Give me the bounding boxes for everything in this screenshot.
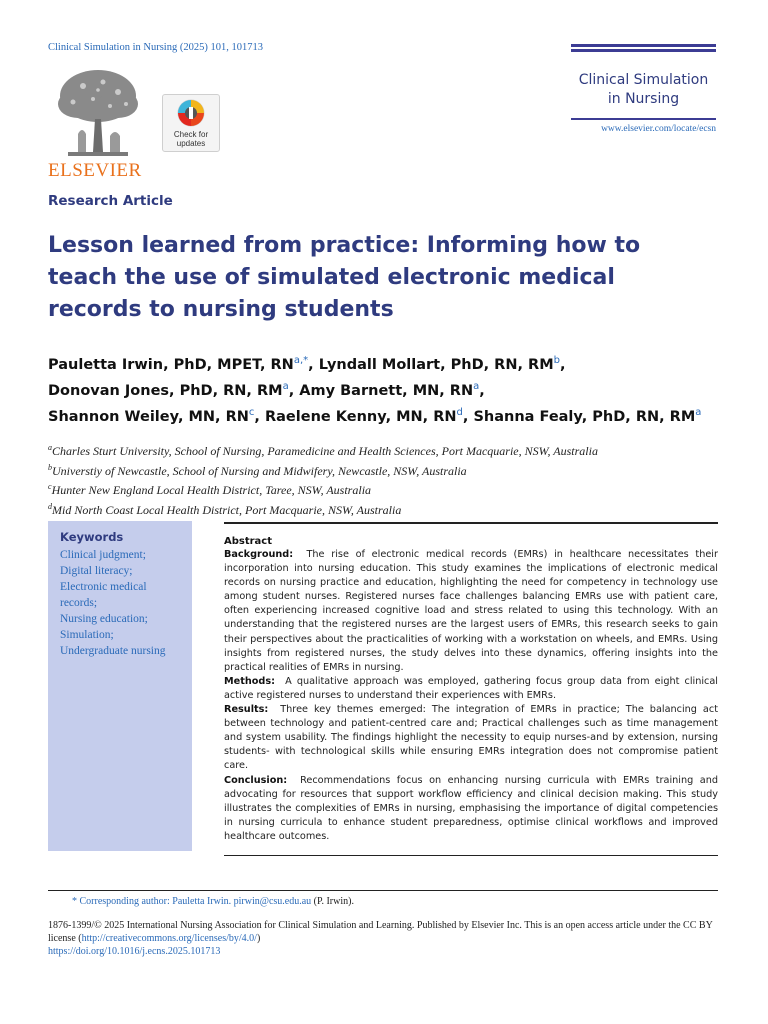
elsevier-wordmark: ELSEVIER <box>48 160 142 181</box>
author-affiliation-marker[interactable]: d <box>456 406 463 418</box>
check-for-updates-badge[interactable] <box>162 94 220 152</box>
keywords-panel <box>48 521 192 851</box>
affiliation-text: Universtiy of Newcastle, School of Nursing and Midwifery, Newcastle, NSW, Australia <box>52 463 467 478</box>
keywords-heading: Keywords <box>60 530 124 544</box>
author-separator: , <box>288 382 300 399</box>
affiliation-marker: b <box>48 462 52 472</box>
author-separator: , <box>479 382 485 399</box>
affiliation-marker: c <box>48 482 52 491</box>
keyword-item[interactable]: Undergraduate nursing <box>60 645 166 657</box>
abstract-top-rule <box>224 522 718 524</box>
abstract-bottom-rule <box>224 855 718 856</box>
check-for-updates-label: Check for updates <box>173 130 209 148</box>
author-list <box>48 350 728 427</box>
abstract-section <box>224 675 718 703</box>
author-name: Amy Barnett, MN, RN <box>299 382 474 399</box>
footnote-suffix: (P. Irwin). <box>313 896 354 907</box>
keyword-item[interactable]: Clinical judgment; <box>60 549 146 561</box>
author-separator: , <box>560 356 566 373</box>
journal-title-line2: in Nursing <box>607 91 680 107</box>
journal-divider <box>571 118 716 120</box>
abstract-section-label: Conclusion: <box>224 774 288 786</box>
author-affiliation-marker[interactable]: a <box>473 380 480 392</box>
affiliation-text: Charles Sturt University, School of Nursing, Paramedicine and Health Sciences, Port Macquarie, NSW, Australia <box>52 444 598 458</box>
author-name: Pauletta Irwin, PhD, MPET, RN <box>48 356 294 373</box>
abstract-section-label: Methods: <box>224 675 275 687</box>
footnote-marker: * <box>72 896 77 907</box>
abstract-section-text: The rise of electronic medical records (EMRs) in healthcare necessitates their incorporation into nursing education. This study examines the implications of electronic medical records on nursing practice and education, highlighting the need for competency in technology use among student nurses. Registered nurses face challenges balancing EMRs use with patient care, often experiencing increased cognitive load and stress related to using this technology. With an understanding that the registered nurses are the largest users of EMRs, this research seeks to gain their perspectives about the practicalities of working with a workstation on wheels, and EMRs. Using insights from registered nurses, the study delves into these dynamics, offering insights into the practical realities of EMRs in nursing. <box>224 549 718 673</box>
journal-reference[interactable]: Clinical Simulation in Nursing (2025) 101, 101713 <box>48 42 263 53</box>
affiliation-item <box>48 499 738 519</box>
abstract-body <box>224 548 718 844</box>
elsevier-tree-logo <box>48 64 148 174</box>
journal-url-link[interactable]: www.elsevier.com/locate/ecsn <box>601 124 716 134</box>
abstract-section <box>224 548 718 675</box>
abstract-section-label: Background: <box>224 549 294 560</box>
abstract-section-text: A qualitative approach was employed, gathering focus group data from eight clinical active registered nurses to understand their experiences with EMRs. <box>224 675 718 701</box>
article-title: Lesson learned from practice: Informing how to teach the use of simulated electronic medical records to nursing students <box>48 233 641 322</box>
license-close: ) <box>256 933 261 944</box>
license-statement <box>48 919 718 958</box>
abstract <box>224 522 718 844</box>
author-name: Donovan Jones, PhD, RN, RM <box>48 382 283 399</box>
footnote-rule <box>48 890 718 891</box>
license-url-link[interactable]: http://creativecommons.org/licenses/by/4.0/ <box>81 933 257 944</box>
keyword-item[interactable]: Nursing education; <box>60 613 148 625</box>
journal-header-bars <box>571 44 716 54</box>
author-separator: , <box>462 408 474 425</box>
affiliation-marker: a <box>48 443 52 452</box>
author-affiliation-marker[interactable]: c <box>248 406 255 418</box>
abstract-section-label: Results: <box>224 704 269 716</box>
abstract-section <box>224 774 718 844</box>
abstract-section-text: Three key themes emerged: The integration of EMRs in practice; The balancing act between technology and patient-centred care and; Practical challenges such as time management and system usability. The findings highlight the necessity to equip nurses-and by extension, nursing students- with technological skills while ensuring EMRs integration does not compromise patient care. <box>224 704 718 772</box>
affiliation-item <box>48 440 738 460</box>
author-separator: , <box>254 408 265 425</box>
journal-title-line1: Clinical Simulation <box>578 72 709 88</box>
article-type: Research Article <box>48 193 173 209</box>
keywords-list <box>60 547 185 659</box>
crossmark-icon <box>163 95 219 131</box>
affiliation-text: Mid North Coast Local Health District, Port Macquarie, NSW, Australia <box>52 502 402 517</box>
author-affiliation-marker[interactable]: a <box>695 406 702 418</box>
author-affiliation-marker[interactable]: b <box>553 355 560 366</box>
author-name: Raelene Kenny, MN, RN <box>264 408 457 425</box>
abstract-section-text: Recommendations focus on enhancing nursing curricula with EMRs training and advocating for resources that support workflow efficiency and clinical decision making. This study illustrates the complexities of EMRs in nursing, emphasising the importance of digital competencies in nursing curricula to enhance student preparedness, optimise clinical workflows and improved healthcare outcomes. <box>224 774 718 842</box>
author-name: Lyndall Mollart, PhD, RN, RM <box>318 356 554 373</box>
abstract-section <box>224 703 718 773</box>
author-email-link[interactable]: pirwin@csu.edu.au <box>233 896 312 907</box>
affiliation-marker: d <box>48 501 52 511</box>
keyword-item[interactable]: Simulation; <box>60 629 114 641</box>
author-affiliation-marker[interactable]: a,* <box>293 355 309 366</box>
journal-title[interactable] <box>571 71 716 109</box>
license-text: 1876-1399/© 2025 International Nursing Association for Clinical Simulation and Learning. Published by Elsevier Inc. This is an open access article under the CC BY license ( <box>48 920 713 944</box>
doi-link[interactable]: https://doi.org/10.1016/j.ecns.2025.101713 <box>48 946 221 957</box>
author-name: Shannon Weiley, MN, RN <box>48 408 249 425</box>
footnote-text: Corresponding author: Pauletta Irwin. <box>79 896 232 907</box>
keyword-item[interactable]: Electronic medical records; <box>60 581 147 609</box>
corresponding-author-footnote <box>72 896 354 907</box>
affiliation-text: Hunter New England Local Health District, Taree, NSW, Australia <box>51 483 372 497</box>
author-separator: , <box>308 356 319 373</box>
affiliation-item <box>48 460 738 480</box>
author-affiliation-marker[interactable]: a <box>282 380 289 392</box>
author-name: Shanna Fealy, PhD, RN, RM <box>473 408 696 425</box>
affiliation-item <box>48 479 738 499</box>
keyword-item[interactable]: Digital literacy; <box>60 565 133 577</box>
abstract-heading: Abstract <box>224 536 273 547</box>
affiliation-list <box>48 440 738 518</box>
